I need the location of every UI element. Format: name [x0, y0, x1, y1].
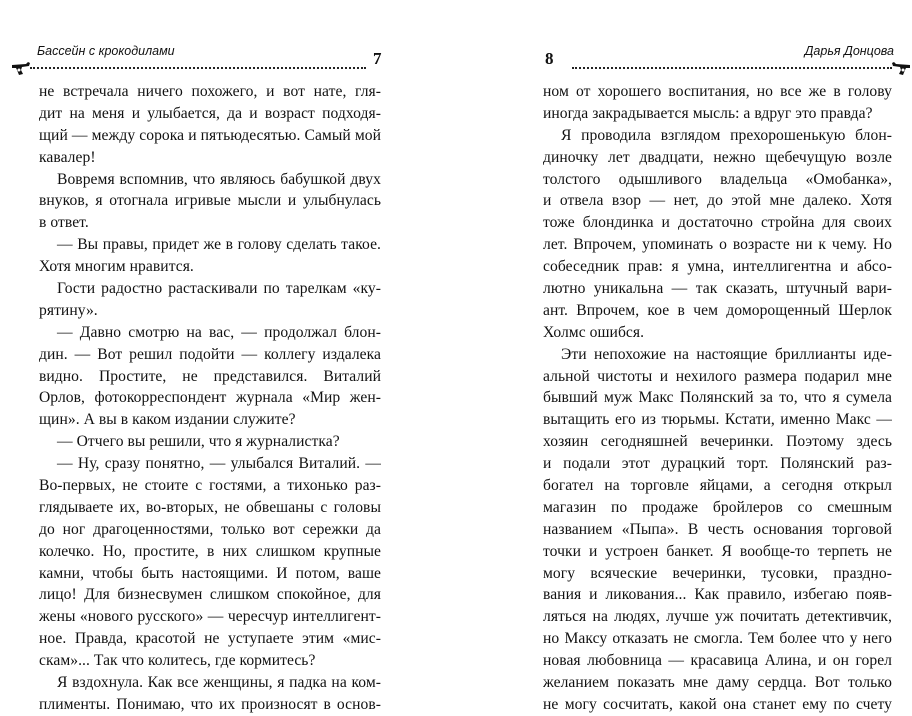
page-number: 7 — [373, 49, 382, 68]
text-line: Хотя многим нравится. — [39, 258, 194, 276]
page-text — [39, 81, 381, 716]
text-line: Я проводила взглядом прехорошенькую блон- — [561, 126, 892, 144]
text-line: в ответ. — [39, 214, 89, 232]
page-text — [543, 81, 892, 716]
text-line: могу всяческие вечеринки, тусовки, праздно- — [543, 564, 892, 582]
text-line: видно. Простите, не представился. Виталий — [39, 367, 381, 385]
running-head: Бассейн с крокодилами — [37, 44, 175, 58]
text-line: камни, чтобы быть настоящими. И потом, ваше — [39, 564, 381, 582]
text-line: — Вы правы, придет же в голову сделать такое. — [57, 236, 381, 254]
text-line: толстого одышливого владельца «Омобанка», — [543, 170, 892, 188]
text-line: тоже блондинка и достаточно стройна для своих — [543, 214, 892, 232]
text-line: вания и ликования... Как правило, избегаю появ- — [543, 586, 892, 604]
text-line: щий — между сорока и пятьюдесятью. Самый мой — [39, 126, 381, 144]
text-line: названием «Пыпа». В честь основания торговой — [543, 520, 892, 538]
text-line: богател на торговле яйцами, а сегодня открыл — [543, 477, 892, 495]
text-line: Эти непохожие на настоящие бриллианты иде- — [561, 345, 892, 363]
text-line: — Ну, сразу понятно, — улыбался Виталий. — — [57, 455, 381, 473]
text-line: бывший муж Макс Полянский за то, что я сумела — [543, 389, 892, 407]
pistol-ornament-icon — [10, 58, 32, 78]
dotted-rule — [30, 67, 366, 69]
text-line: новая любовница — красавица Алина, и он горел — [543, 652, 892, 670]
dotted-rule — [572, 67, 892, 69]
text-line: ляться на людях, лучше уж почитать детективчик, — [543, 608, 892, 626]
text-line: Во-первых, не стоите с гостями, а тихонько раз- — [39, 477, 381, 495]
text-line: до ног драгоценностями, только вот сережки да — [39, 520, 381, 538]
text-line: лицо! Для бизнесвумен слишком спокойное, для — [39, 586, 381, 604]
text-line: кавалер! — [39, 148, 96, 166]
text-line: — Давно смотрю на вас, — продолжал блон- — [57, 323, 381, 341]
text-line: — Отчего вы решили, что я журналистка? — [57, 433, 340, 451]
text-line: Гости радостно растаскивали по тарелкам «ку- — [57, 280, 381, 298]
text-line: дин. — Вот решил подойти — коллегу издалека — [39, 345, 381, 363]
text-line: глядываете их, во-вторых, не обвешаны с головы — [39, 498, 381, 516]
text-line: ант. Впрочем, кое в чем доморощенный Шерлок — [543, 301, 892, 319]
text-line: Орлов, фотокорреспондент журнала «Мир жен- — [39, 389, 381, 407]
text-line: колечко. Но, простите, в них слишком крупные — [39, 542, 381, 560]
pistol-ornament-icon — [890, 58, 912, 78]
text-line: плименты. Понимаю, что их произносят в основ- — [39, 695, 381, 713]
text-line: Я вздохнула. Как все женщины, я падка на ком- — [57, 674, 381, 692]
text-line: магазин по продаже бройлеров со смешным — [543, 498, 892, 516]
gutter — [400, 0, 512, 692]
running-head: Дарья Донцова — [804, 44, 894, 58]
text-line: внуков, я отогнала игривые мысли и улыбнулась — [39, 192, 381, 210]
page-number: 8 — [545, 49, 554, 68]
text-line: не могу сосчитать, какой она станет ему по счету — [543, 695, 892, 713]
text-line: дит на меня и улыбается, да и возраст подходя- — [39, 104, 381, 122]
text-line: лютно уникальна — так сказать, штучный вари- — [543, 280, 892, 298]
text-line: щин». А вы в каком издании служите? — [39, 411, 296, 429]
text-line: альной чистоты и нехилого размера подарил мне — [543, 367, 892, 385]
text-line: рятину». — [39, 301, 98, 319]
text-line: ное. Правда, красотой не уступаете этим «мис- — [39, 630, 381, 648]
text-line: жены «нового русского» — чересчур интеллигент- — [39, 608, 381, 626]
right-page — [512, 0, 912, 713]
text-line: ном от хорошего воспитания, но все же в голову — [543, 83, 892, 100]
text-line: иногда закрадывается мысль: а вдруг это правда? — [543, 104, 873, 122]
text-line: и отвела взор — нет, до этой мне далеко. Хотя — [543, 192, 892, 210]
text-line: диночку лет двадцати, нежно щебечущую возле — [543, 148, 892, 166]
text-line: точки и устроен банкет. Я вообще-то терпеть не — [543, 542, 892, 560]
text-line: желанием показать мне даму сердца. Вот только — [543, 674, 892, 692]
text-line: Вовремя вспомнив, что являюсь бабушкой двух — [57, 170, 381, 188]
text-line: вытащить его из тюрьмы. Кстати, именно Макс — — [543, 411, 892, 429]
text-line: и подали этот дурацкий торт. Полянский раз- — [543, 455, 892, 473]
text-line: не встречала ничего похожего, и вот нате, гля- — [39, 83, 381, 100]
text-line: хозяин сегодняшней вечеринки. Поэтому здесь — [543, 433, 892, 451]
text-line: Холмс ошибся. — [543, 323, 645, 341]
text-line: собеседник прав: я умна, интеллигентна и абсо- — [543, 258, 892, 276]
text-line: но Максу отказать не смогла. Тем более что у него — [543, 630, 892, 648]
left-page — [0, 0, 400, 713]
text-line: скам»... Так что колитесь, где кормитесь? — [39, 652, 316, 670]
text-line: лет. Впрочем, упоминать о возрасте ни к чему. Но — [543, 236, 892, 254]
